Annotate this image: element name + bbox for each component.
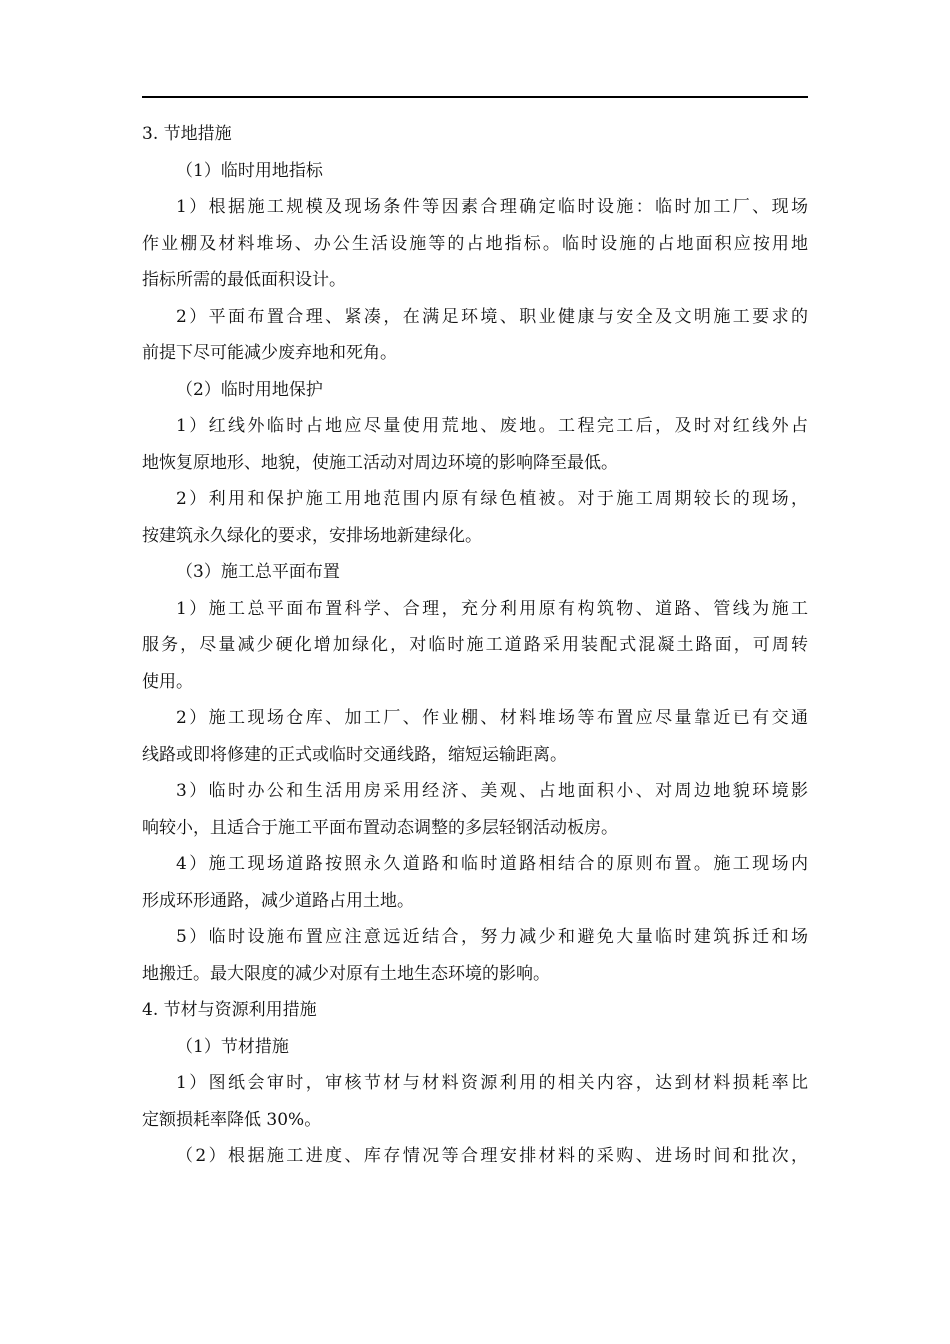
text-line: 定额损耗率降低 30%。 xyxy=(142,1109,322,1130)
text-line: 3. 节地措施 xyxy=(142,124,232,144)
text-line: 2）平面布置合理、紧凑，在满足环境、职业健康与安全及文明施工要求的 xyxy=(176,306,808,327)
text-line: 线路或即将修建的正式或临时交通线路，缩短运输距离。 xyxy=(142,744,567,765)
text-line: 1）图纸会审时，审核节材与材料资源利用的相关内容，达到材料损耗率比 xyxy=(176,1073,808,1093)
text-line: （3）施工总平面布置 xyxy=(176,562,340,582)
document-body xyxy=(142,116,808,1175)
text-line: 3）临时办公和生活用房采用经济、美观、占地面积小、对周边地貌环境影 xyxy=(176,781,808,801)
text-line: 5）临时设施布置应注意远近结合，努力减少和避免大量临时建筑拆迁和场 xyxy=(176,927,808,947)
text-line: 2）施工现场仓库、加工厂、作业棚、材料堆场等布置应尽量靠近已有交通 xyxy=(176,708,808,728)
text-line: 响较小，且适合于施工平面布置动态调整的多层轻钢活动板房。 xyxy=(142,817,618,838)
text-line: 前提下尽可能减少废弃地和死角。 xyxy=(142,343,397,363)
text-line: 1）根据施工规模及现场条件等因素合理确定临时设施：临时加工厂、现场 xyxy=(176,197,808,217)
text-line: 2）利用和保护施工用地范围内原有绿色植被。对于施工周期较长的现场， xyxy=(176,489,808,509)
text-line: 4. 节材与资源利用措施 xyxy=(142,1000,317,1020)
header-rule xyxy=(142,96,808,98)
text-line: 地恢复原地形、地貌，使施工活动对周边环境的影响降至最低。 xyxy=(142,452,618,473)
text-line: 按建筑永久绿化的要求，安排场地新建绿化。 xyxy=(142,525,482,546)
text-line: 服务，尽量减少硬化增加绿化，对临时施工道路采用装配式混凝土路面，可周转 xyxy=(142,635,808,655)
text-line: 4）施工现场道路按照永久道路和临时道路相结合的原则布置。施工现场内 xyxy=(176,854,808,874)
text-line: 作业棚及材料堆场、办公生活设施等的占地指标。临时设施的占地面积应按用地 xyxy=(142,233,808,254)
text-line: 形成环形通路，减少道路占用土地。 xyxy=(142,890,414,911)
text-line: （1）临时用地指标 xyxy=(176,160,323,181)
text-line: 1）红线外临时占地应尽量使用荒地、废地。工程完工后，及时对红线外占 xyxy=(176,416,808,436)
text-line: 指标所需的最低面积设计。 xyxy=(142,270,346,290)
text-line: 地搬迁。最大限度的减少对原有土地生态环境的影响。 xyxy=(142,963,550,984)
text-line: 使用。 xyxy=(142,671,193,692)
text-line: （2）根据施工进度、库存情况等合理安排材料的采购、进场时间和批次， xyxy=(176,1146,808,1166)
text-line: （2）临时用地保护 xyxy=(176,379,323,400)
text-line: 1）施工总平面布置科学、合理，充分利用原有构筑物、道路、管线为施工 xyxy=(176,598,808,619)
text-line: （1）节材措施 xyxy=(176,1036,289,1057)
